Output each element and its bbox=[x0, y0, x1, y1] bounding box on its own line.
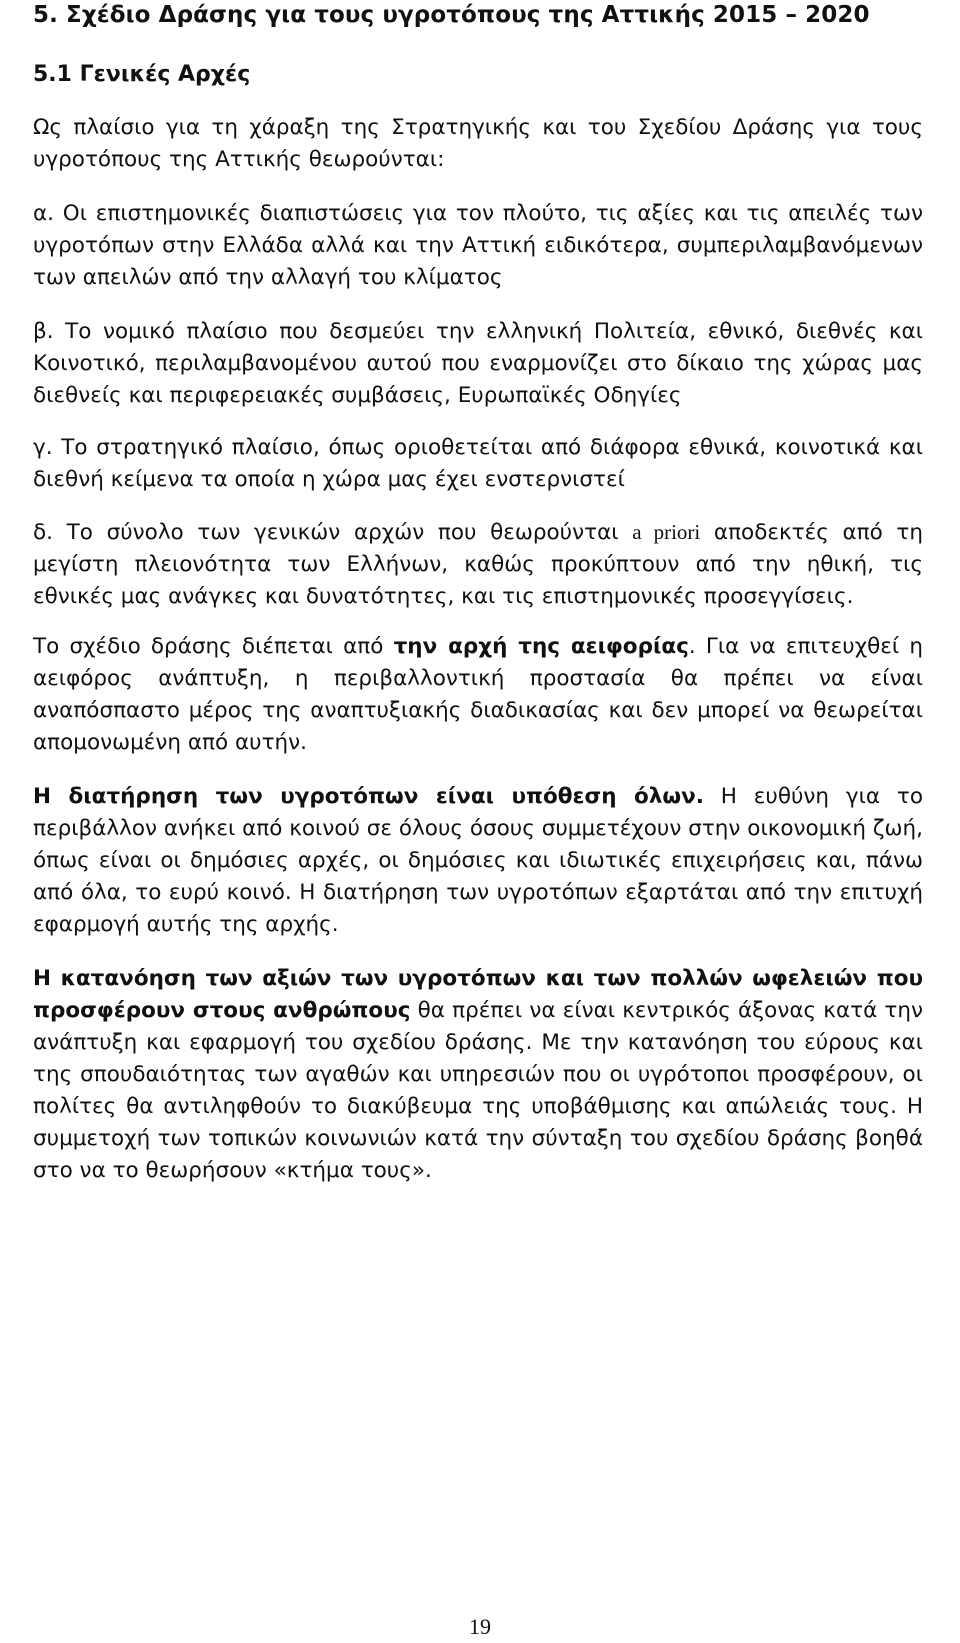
a-priori-term: a priori bbox=[632, 520, 701, 544]
preservation-statement: Η διατήρηση των υγροτόπων είναι υπόθεση όλων. bbox=[33, 784, 704, 809]
list-item-d bbox=[33, 516, 923, 613]
understanding-paragraph bbox=[33, 963, 923, 1187]
preservation-text: Η ευθύνη για το περιβάλλον ανήκει από κοινού σε όλους όσους συμμετέχουν στην οικονομική ζωή, όπως είναι οι δημόσιες αρχές, οι δημόσιες και ιδιωτικές επιχειρήσεις και, πάνω από όλα, το ευρύ κοινό. Η διατήρηση των υγροτόπων εξαρτάται από την επιτυχή εφαρμογή αυτής της αρχής. bbox=[33, 784, 923, 937]
understanding-statement: Η κατανόηση των αξιών των υγροτόπων και των πολλών ωφελειών που προσφέρουν στους ανθρώπους bbox=[33, 966, 923, 1023]
intro-paragraph: Ως πλαίσιο για τη χάραξη της Στρατηγικής και του Σχεδίου Δράσης για τους υγροτόπους της Αττικής θεωρούνται: bbox=[33, 115, 923, 172]
sustainability-text-end: . Για να επιτευχθεί η αειφόρος ανάπτυξη, η περιβαλλοντική προστασία θα πρέπει να είναι αναπόσπαστο μέρος της αναπτυξιακής διαδικασίας και δεν μπορεί να θεωρείται απομονωμένη από αυτήν. bbox=[33, 634, 923, 755]
list-item-b: β. Το νομικό πλαίσιο που δεσμεύει την ελληνική Πολιτεία, εθνικό, διεθνές και Κοινοτικό, περιλαμβανομένου αυτού που εναρμονίζει στο δίκαιο της χώρας μας διεθνείς και περιφερειακές συμβάσεις, Ευρωπαϊκές Οδηγίες bbox=[33, 319, 923, 408]
understanding-text: θα πρέπει να είναι κεντρικός άξονας κατά την ανάπτυξη και εφαρμογή του σχεδίου δράσης. Με την κατανόηση του εύρους και της σπουδαιότητας των αγαθών και υπηρεσιών που οι υγρότοποι προσφέρουν, οι πολίτες θα αντιληφθούν το διακύβευμα της υποβάθμισης και απώλειάς τους. Η συμμετοχή των τοπικών κοινωνιών κατά την σύνταξη του σχεδίου δράσης βοηθά στο να το θεωρήσουν «κτήμα τους». bbox=[33, 998, 924, 1183]
list-item-g: γ. Το στρατηγικό πλαίσιο, όπως οριοθετείται από διάφορα εθνικά, κοινοτικά και διεθνή κείμενα τα οποία η χώρα μας έχει ενστερνιστεί bbox=[33, 435, 923, 492]
document-body bbox=[33, 0, 923, 1187]
list-item-d-text-start: δ. Το σύνολο των γενικών αρχών που θεωρούνται bbox=[33, 520, 633, 545]
preservation-paragraph bbox=[33, 781, 923, 941]
list-item-d-text-end: αποδεκτές από τη μεγίστη πλειονότητα των Ελλήνων, καθώς προκύπτουν από την ηθική, τις εθνικές μας ανάγκες και δυνατότητες, και τις επιστημονικές προσεγγίσεις. bbox=[33, 520, 924, 609]
page-number: 19 bbox=[469, 1614, 491, 1639]
sustainability-paragraph bbox=[33, 631, 923, 759]
subsection-heading: 5.1 Γενικές Αρχές bbox=[33, 62, 251, 87]
list-item-a: α. Οι επιστημονικές διαπιστώσεις για τον πλούτο, τις αξίες και τις απειλές των υγροτόπων στην Ελλάδα αλλά και την Αττική ειδικότερα, συμπεριλαμβανόμενων των απειλών από την αλλαγή του κλίματος bbox=[33, 201, 923, 290]
sustainability-principle: την αρχή της αειφορίας bbox=[393, 634, 689, 659]
section-heading: 5. Σχέδιο Δράσης για τους υγροτόπους της Αττικής 2015 – 2020 bbox=[33, 2, 870, 28]
sustainability-text-start: Το σχέδιο δράσης διέπεται από bbox=[33, 634, 394, 659]
